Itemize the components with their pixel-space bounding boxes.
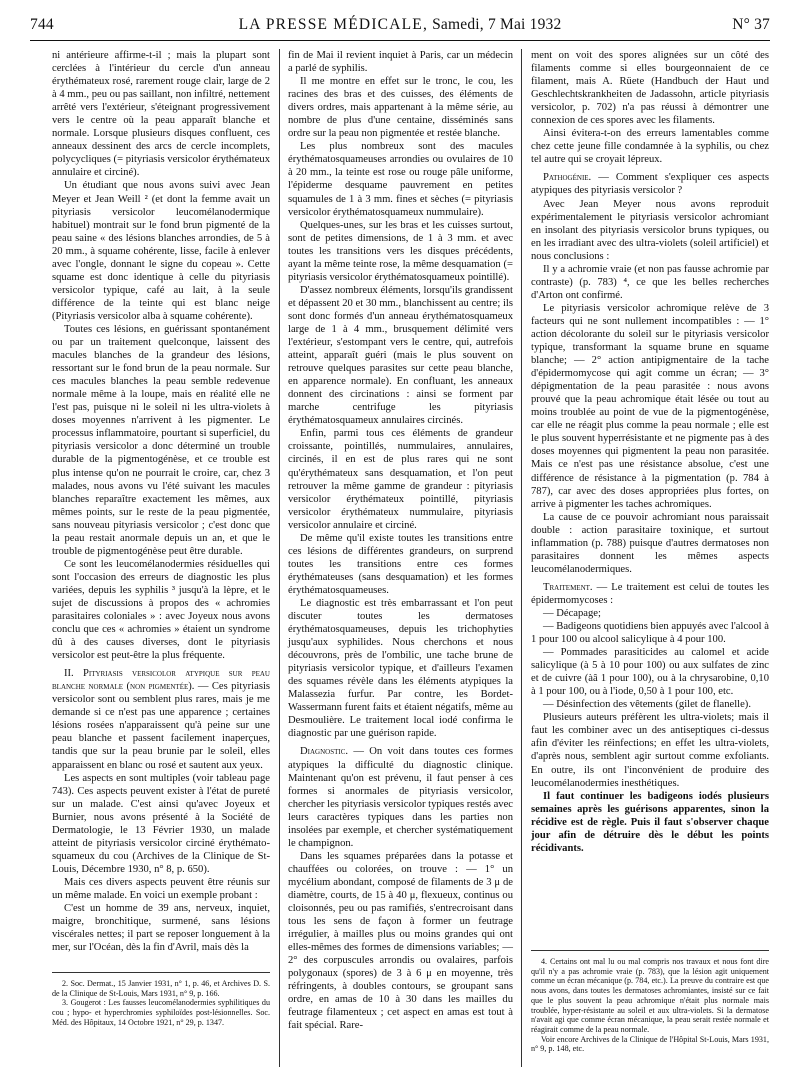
paragraph: Quelques-unes, sur les bras et les cuisses surtout, sont de petites dimensions, de 1 à 3 mm. et avec toutes les transitions vers les disques précédents, ayant la même teinte rose, la même desquamation (= pityriasis versicolor érythématosquameux pointillé).: [288, 219, 513, 283]
paragraph: Il y a achromie vraie (et non pas fausse achromie par contraste) (p. 783) ⁴, ce que les belles recherches d'Arton ont confirmé.: [531, 263, 769, 301]
paragraph: Il faut continuer les badigeons iodés plusieurs semaines après les guérisons apparentes, sinon la récidive est de règle. Puis il faut s'observer chaque jour afin de détruire dès le début les points récidivants.: [531, 790, 769, 854]
paragraph: Dans les squames préparées dans la potasse et chauffées ou colorées, on trouve : — 1° un mycélium abondant, composé de filaments de 3 μ de diamètre, courts, de 15 à 40 μ, flexueux, continus ou cloisonnés, peu ou pas ramifiés, s'entrecroisant dans tous les sens de façon à former un feutrage irrégulier, à mailles plus ou moins grandes qui ont elles-mêmes des formes de dimensions variables; — 2° des corpuscules arrondis ou ovalaires, parfois polygonaux (spores) de 3 à 6 μ en moyenne, très réfringents, à doubles contours, se groupant sans ordre, en amas de 10 à 30 dans les mailles du feutrage filamenteux ; cet aspect en amas est tout à fait spécial. Rare-: [288, 850, 513, 1032]
treatment-item: — Badigeons quotidiens bien appuyés avec l'alcool à 1 pour 100 ou alcool salicylique à 4 pour 100.: [531, 621, 769, 646]
section-heading: Pathogénie.: [543, 172, 592, 184]
paragraph: D'assez nombreux éléments, lorsqu'ils grandissent et dépassent 20 et 30 mm., blanchissent au centre; ils sont donc formés d'un anneau érythématosquameux large de 1 à 4 mm., brusquement délimité vers l'extérieur, s'estompant vers le centre, qui, autrefois atteint, apparaît guéri (mais le plus souvent on retrouve quelques parasites sur cette peau blanche, en apparence normale). En confluant, les anneaux donnent des circinations : ainsi se forment par marche centrifuge les pityriasis érythématosquameux annulaires circinés.: [288, 284, 513, 427]
section-text: — On voit dans toutes ces formes atypiques la difficulté du diagnostic clinique. Maintenant qu'on est prévenu, il faut penser à ces formes si anormales de pityriasis versicolor, chercher les pityriasis versicolor typiques restés avec leurs caractères typiques dans les parties non insolées par exemple, et chercher systématiquement le champignon.: [288, 746, 513, 849]
treatment-item: — Pommades parasiticides au calomel et acide salicylique (à 5 à 10 pour 100) ou aux sulfates de zinc et de cuivre (àâ 1 pour 100), ou à la chrysarobine, 0,10 à 1 pour 100, ou à l'iode, 0,50 à 1 pour 100, etc.: [531, 647, 769, 698]
treatment-item: — Désinfection des vêtements (gilet de flanelle).: [543, 699, 751, 711]
paragraph: Ainsi évitera-t-on des erreurs lamentables comme chez cette jeune fille condamnée à la syphilis, ou chez tel autre qui se croyait lépreux.: [531, 128, 769, 166]
treatment-item: — Décapage;: [543, 607, 601, 619]
footnotes-right: [531, 950, 769, 1054]
column-left: [52, 49, 270, 954]
paragraph: ment on voit des spores alignées sur un côté des filaments comme si elles bourgeonnaient de ce filament, mais A. Rüete (Handbuch der Haut und Geschlechtskrankheiten de Jadassohn, article pityriasis versicolor, p. 702) n'a pas réussi à démontrer une connexion de ces spores avec les filaments.: [531, 50, 769, 127]
paragraph: Un étudiant que nous avons suivi avec Jean Meyer et Jean Weill ² (et dont la femme avait un pityriasis versicolor leucomélanodermique habituel) montrait sur le fond brun pigmenté de la peau saine « des lésions blanches arrondies, de 5 à 20 mm., à squame cohérente, lisse, facile à enlever avec l'ongle, donnant le signe du copeau ». Cette squame est donc identique à celle du pityriasis versicolor typique, café au lait, à la seule différence de la teinte qui est blanc neige (Pityriasis versicolor alba à squame cohérente).: [52, 180, 270, 322]
paragraph: La cause de ce pouvoir achromiant nous paraissait double : action parasitaire toxinique, et surtout inflammation (p. 788) puisque d'autres dermatoses non parasitaires donnent les mêmes aspects leucomélanodermiques.: [531, 511, 769, 575]
paragraph: Mais ces divers aspects peuvent être réunis sur un même malade. En voici un exemple probant :: [52, 876, 270, 901]
paragraph: ni antérieure affirme-t-il ; mais la plupart sont cerclées à l'intérieur du cercle d'un anneau érythémateux rosé, rarement rouge clair, large de 2 à 4 mm., peu ou pas saillant, non infiltré, nettement arrêté vers l'extérieur, s'éteignant progressivement vers le centre où la peau apparaît blanche et normale. Lorsque plusieurs disques confluent, ces anneaux dessinent des arcs de cercle incomplets, polycycliques (= pityriasis versicolor érythémateux annulaire et circiné).: [52, 50, 271, 179]
section-heading: Diagnostic.: [300, 746, 349, 758]
footnote: 3. Gougerot : Les fausses leucomélanodermies syphilitiques du cou ; hypo- et hyperchromies syphiloïdes post-lésionnelles. Soc. Méd. des Hôpitaux, 14 Octobre 1921, n° 29, p. 1347.: [52, 998, 270, 1027]
section-paragraph: [288, 745, 513, 849]
section-text: — Le traitement est celui de toutes les épidermomycoses :: [531, 581, 769, 606]
column-rule-right: [521, 49, 522, 1067]
paragraph: Plusieurs auteurs préfèrent les ultra-violets; mais il faut les combiner avec un des antiseptiques ci-dessus afin d'éviter les réinfections; en effet les ultra-violets, d'après nous, semblent agir surtout comme exfoliants. En outre, ils ont l'inconvénient de produire des leucomélanodermies inesthétiques.: [531, 712, 769, 789]
section-paragraph: [52, 667, 270, 771]
paragraph: Les aspects en sont multiples (voir tableau page 743). Ces aspects peuvent exister à l'état de pureté sur un malade. C'est ainsi qu'avec Joyeux et Burnier, nous avons présenté à la Société de Dermatologie, le 13 Février 1930, un malade atteint de pityriasis versicolor circiné érythémato-squameux du cou (Archives de la Clinique de St-Louis, Décembre 1930, n° 8, p. 650).: [52, 772, 270, 875]
running-title: [30, 16, 770, 34]
footnotes-left: [52, 972, 270, 1028]
paragraph: Le diagnostic est très embarrassant et l'on peut discuter toutes les dermatoses érythématosquameuses, depuis les trichophyties jusqu'aux syphilides. Nous cherchons et nous découvrons, près de l'ombilic, une tache brune de pityriasis versicolor typique, et d'ailleurs l'examen des squames révèle dans les éléments atypiques la Malassezia furfur. Par contre, les Bordet-Wassermann furent faits et étaient négatifs, même au Desmoulière. Le traitement local iodé confirma le diagnostic par une guérison rapide.: [288, 597, 513, 740]
column-rule-left: [279, 49, 280, 1067]
footnote: 2. Soc. Dermat., 15 Janvier 1931, n° 1, p. 46, et Archives D. S. de la Clinique de St-Louis, Mars 1931, n° 9, p. 166.: [52, 979, 270, 998]
paragraph: De même qu'il existe toutes les transitions entre ces lésions de différentes grandeurs, on surprend toutes les transitions entre ces formes érythémateuses (sans desquamation) et les formes érythématosquameuses.: [288, 532, 513, 596]
paragraph: C'est un homme de 39 ans, nerveux, inquiet, maigre, bronchitique, surmené, sans lésions viscérales nettes; il part se reposer longuement à la mer, sur l'Océan, dès la fin d'Avril, mais dès la: [52, 903, 270, 954]
page-header: [30, 16, 770, 41]
section-text: — Comment s'expliquer ces aspects atypiques des pityriasis versicolor ?: [531, 172, 769, 197]
footnote: Voir encore Archives de la Clinique de l'Hôpital St-Louis, Mars 1931, n° 9, p. 148, etc.: [531, 1034, 769, 1054]
issue-date: Samedi, 7 Mai 1932: [432, 16, 562, 33]
issue-number: N° 37: [732, 16, 770, 33]
publication-name: LA PRESSE MÉDICALE,: [238, 16, 429, 33]
paragraph: Il me montre en effet sur le tronc, le cou, les racines des bras et des cuisses, des éléments de divers ordres, mais appartenant à la même série, au nombre de plus d'une centaine, disséminés sans ordre sur la peau non pigmentée et restée blanche.: [288, 76, 513, 140]
column-right: [531, 49, 769, 855]
section-heading: Traitement.: [543, 581, 593, 593]
footnote: 4. Certains ont mal lu ou mal compris nos travaux et nous font dire qu'il n'y a pas achromie vraie (p. 783), que la lésion agit uniquement comme un écran mécanique (p. 784, etc.). La preuve du contraire est que nous avons, dans toutes les dermatoses achromiantes, insisté sur ce fait que le plus souvent la peau achromique n'était plus normale mais troublée, hyper-résistante au soleil et aux ultra-violets. Si la dermatose n'avait agi que comme écran mécanique, la peau serait restée normale et réagirait comme de la peau normale.: [531, 957, 769, 1034]
column-middle: [288, 49, 513, 1033]
page-number: 744: [30, 16, 54, 33]
paragraph: Le pityriasis versicolor achromique relève de 3 facteurs qui ne sont nullement incompatibles : — 1° action décolorante du soleil sur le pityriasis versicolor typique, transformant la squame brune en squame blanche; — 2° action antipigmentaire de la tache d'épidermomycose qui agit comme un écran; — 3° dépigmentation de la peau parasitée : nous avons prouvé que la peau achromique était lésée ou tout au moins troublée au point de vue de la pigmentogénèse, car elle ne réagit plus comme la peau normale ; elle est le plus souvent hyperrésistante et ne pigmente pas à des doses moyennes qui pigmentent la peau non parasitée. Mais ce n'est pas une résistance absolue, c'est une différence de résistance à la pigmentation (p. 784 à 787), car avec des doses appropriées plus fortes, on arrive à pigmenter les taches achromiques.: [531, 302, 769, 510]
section-paragraph: [531, 581, 769, 607]
paragraph: Les plus nombreux sont des macules érythématosquameuses arrondies ou ovulaires de 10 à 20 mm., la teinte est rose ou rouge pâle uniforme, l'épiderme desquame pauvrement en petites squamules de 1 à 3 mm. fines et sèches (= pityriasis versicolor érythématosquameux nummulaire).: [288, 141, 513, 218]
paragraph: Toutes ces lésions, en guérissant spontanément ou par un traitement quelconque, laissent des macules blanches de la grandeur des lésions, ressortant sur le fond brun de la peau normale. Sur ces macules blanches la peau semble redevenue normale même à la loupe, mais en réalité elle ne l'est pas, puisque ni le soleil ni les ultra-violets à doses moyennes n'arrivent à les pigmenter. Le processus inflammatoire, pourtant si superficiel, du pityriasis versicolor a donc déterminé un trouble durable de la pigmentogénèse, et ce trouble est plus intense qu'on ne pourrait le croire, car, chez 3 malades, nous avons vu l'été suivant les macules blanches reparaître exactement les mêmes, aux mêmes points, sur le reste de la peau pigmentée, sans nouveau pityriasis versicolor ; c'est donc que la peau restait anormale depuis un an, et que le trouble de pigmentogénèse peut être durable.: [52, 323, 270, 557]
section-text: — Ces pityriasis versicolor sont ou semblent plus rares, mais je me demande si ce n'est pas une apparence ; certaines lésions rosées n'apparaissent qu'à peine sur une peau blanche et passent facilement inaperçues, tandis que sur la peau brunie par le soleil, elles apparaissent en blanc ou rosé et sautent aux yeux.: [52, 681, 271, 771]
paragraph: Ce sont les leucomélanodermies résiduelles qui sont l'occasion des erreurs de diagnostic les plus variées, depuis les syphilis ³ jusqu'à la lèpre, et le sujet de discussions à propos des « achromies parasitaires coloniales » : avec Joyeux nous avons conclu que ces « achromies » étaient un syndrome dû à des causes diverses, dont le pityriasis versicolor est peut-être la plus fréquente.: [52, 558, 270, 662]
section-paragraph: [531, 171, 769, 197]
section-heading: II. Pityriasis versicolor atypique sur peau blanche normale (non pigmentée).: [52, 668, 270, 693]
paragraph: fin de Mai il revient inquiet à Paris, car un médecin a parlé de syphilis.: [288, 50, 513, 75]
paragraph: Enfin, parmi tous ces éléments de grandeur croissante, pointillés, nummulaires, annulaires, circinés, il en est de plus rares qui ne sont qu'érythémateux sans desquamation, et l'on peut retrouver la même gamme de grandeur : pityriasis versicolor érythémateux pointillé, pityriasis versicolor érythémateux nummulaire, pityriasis versicolor annulaire et circiné.: [288, 428, 513, 531]
paragraph: Avec Jean Meyer nous avons reproduit expérimentalement le pityriasis versicolor achromiant en insolant des pityriasis versicolor bruns typiques, ou en les irradiant avec des ultra-violets (soleil artificiel) et nous conclusions :: [531, 198, 769, 262]
